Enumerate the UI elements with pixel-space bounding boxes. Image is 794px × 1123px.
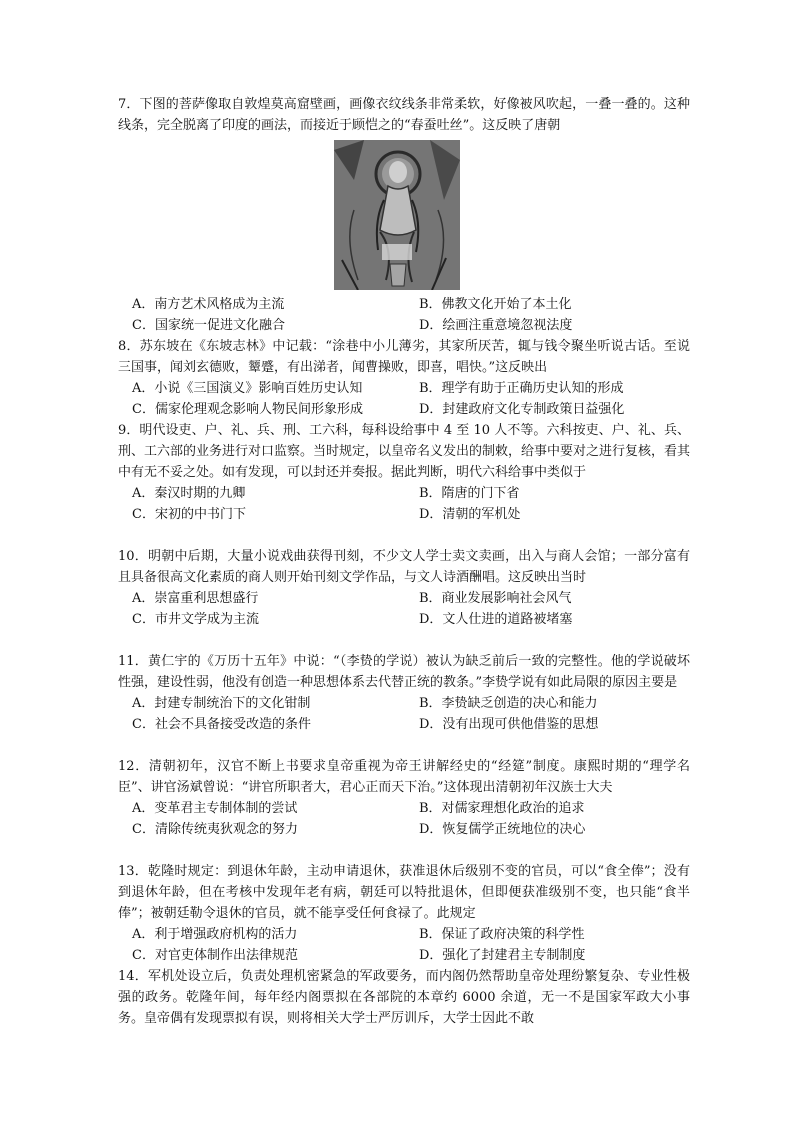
option-b[interactable]: B．李贽缺乏创造的决心和能力 (419, 696, 598, 711)
option-b[interactable]: B．佛教文化开始了本土化 (419, 297, 572, 312)
question-stem: 13．乾隆时规定：到退休年龄，主动申请退休，获准退休后级别不变的官员，可以“食全俸”；没有到退休年龄，但在考核中发现年老有病，朝廷可以特批退休，但即便获准级别不变，也只能“食半俸”；被朝廷勒令退休的官员，就不能享受任何食禄了。此规定 (118, 864, 690, 921)
option-a[interactable]: A．封建专制统治下的文化钳制 (132, 696, 311, 711)
option-d[interactable]: D．封建政府文化专制政策日益强化 (419, 402, 625, 417)
option-c[interactable]: C．宋初的中书门下 (132, 507, 246, 522)
option-a[interactable]: A．崇富重利思想盛行 (132, 591, 259, 606)
question-14 (118, 966, 690, 1029)
option-a[interactable]: A．南方艺术风格成为主流 (132, 297, 285, 312)
option-d[interactable]: D．没有出现可供他借鉴的思想 (419, 717, 599, 732)
question-stem: 14．军机处设立后，负责处理机密紧急的军政要务，而内阁仍然帮助皇帝处理纷繁复杂、专业性极强的政务。乾隆年间，每年经内阁票拟在各部院的本章约 6000 余道，无一不是国家军政大小事务。皇帝偶有发现票拟有误，则将相关大学士严厉训斥，大学士因此不敢 (118, 969, 690, 1026)
options-grid (118, 924, 690, 966)
question-7 (118, 94, 690, 136)
option-b[interactable]: B．保证了政府决策的科学性 (419, 927, 585, 942)
option-a[interactable]: A．变革君主专制体制的尝试 (132, 801, 298, 816)
option-b[interactable]: B．理学有助于正确历史认知的形成 (419, 381, 624, 396)
question-12 (118, 756, 690, 840)
option-d[interactable]: D．恢复儒学正统地位的决心 (419, 822, 586, 837)
option-d[interactable]: D．清朝的军机处 (419, 507, 521, 522)
options-grid (118, 378, 690, 420)
option-a[interactable]: A．利于增强政府机构的活力 (132, 927, 298, 942)
question-11 (118, 651, 690, 735)
option-a[interactable]: A．小说《三国演义》影响百姓历史认知 (132, 381, 363, 396)
option-b[interactable]: B．对儒家理想化政治的追求 (419, 801, 585, 816)
question-8 (118, 336, 690, 420)
option-b[interactable]: B．隋唐的门下省 (419, 486, 520, 501)
question-stem: 8．苏东坡在《东坡志林》中记载：“涂巷中小儿薄劣，其家所厌苦，辄与钱令聚坐听说古话。至说三国事，闻刘玄德败，颦蹙，有出涕者，闻曹操败，即喜，唱快。”这反映出 (118, 339, 690, 375)
options-grid (118, 798, 690, 840)
options-grid (118, 294, 690, 336)
option-d[interactable]: D．强化了封建君主专制制度 (419, 948, 586, 963)
options-grid (118, 483, 690, 525)
options-grid (118, 588, 690, 630)
options-grid (118, 693, 690, 735)
question-stem: 10．明朝中后期，大量小说戏曲获得刊刻，不少文人学士卖文卖画，出入与商人会馆；一部分富有且具备很高文化素质的商人则开始刊刻文学作品，与文人诗酒酬唱。这反映出当时 (118, 549, 690, 585)
mural-icon (334, 140, 460, 290)
question-stem: 9．明代设吏、户、礼、兵、刑、工六科，每科设给事中 4 至 10 人不等。六科按吏、户、礼、兵、刑、工六部的业务进行对口监察。当时规定，以皇帝名义发出的制敕，给事中要对之进行复核，看其中有无不妥之处。如有发现，可以封还并奏报。据此判断，明代六科给事中类似于 (118, 423, 691, 480)
question-7-options (118, 294, 690, 336)
question-9 (118, 420, 690, 525)
option-d[interactable]: D．绘画注重意境忽视法度 (419, 318, 573, 333)
option-c[interactable]: C．清除传统夷狄观念的努力 (132, 822, 298, 837)
question-stem: 11．黄仁宇的《万历十五年》中说：“（李贽的学说）被认为缺乏前后一致的完整性。他的学说破坏性强，建设性弱，他没有创造一种思想体系去代替正统的教条。”李贽学说有如此局限的原因主要是 (118, 654, 690, 690)
option-c[interactable]: C．对官吏体制作出法律规范 (132, 948, 298, 963)
option-c[interactable]: C．国家统一促进文化融合 (132, 318, 285, 333)
bodhisattva-mural-image (334, 140, 460, 290)
question-13 (118, 861, 690, 966)
option-c[interactable]: C．社会不具备接受改造的条件 (132, 717, 311, 732)
option-a[interactable]: A．秦汉时期的九卿 (132, 486, 246, 501)
option-c[interactable]: C．儒家伦理观念影响人物民间形象形成 (132, 402, 363, 417)
option-c[interactable]: C．市井文学成为主流 (132, 612, 259, 627)
question-stem: 7．下图的菩萨像取自敦煌莫高窟壁画，画像衣纹线条非常柔软，好像被风吹起，一叠一叠的。这种线条，完全脱离了印度的画法，而接近于顾恺之的“春蚕吐丝”。这反映了唐朝 (118, 97, 690, 133)
question-10 (118, 546, 690, 630)
option-b[interactable]: B．商业发展影响社会风气 (419, 591, 572, 606)
option-d[interactable]: D．文人仕进的道路被堵塞 (419, 612, 573, 627)
question-stem: 12．清朝初年，汉官不断上书要求皇帝重视为帝王讲解经史的“经筵”制度。康熙时期的“理学名臣”、讲官汤斌曾说：“讲官所职者大，君心正而天下治。”这体现出清朝初年汉族士大夫 (118, 759, 690, 795)
